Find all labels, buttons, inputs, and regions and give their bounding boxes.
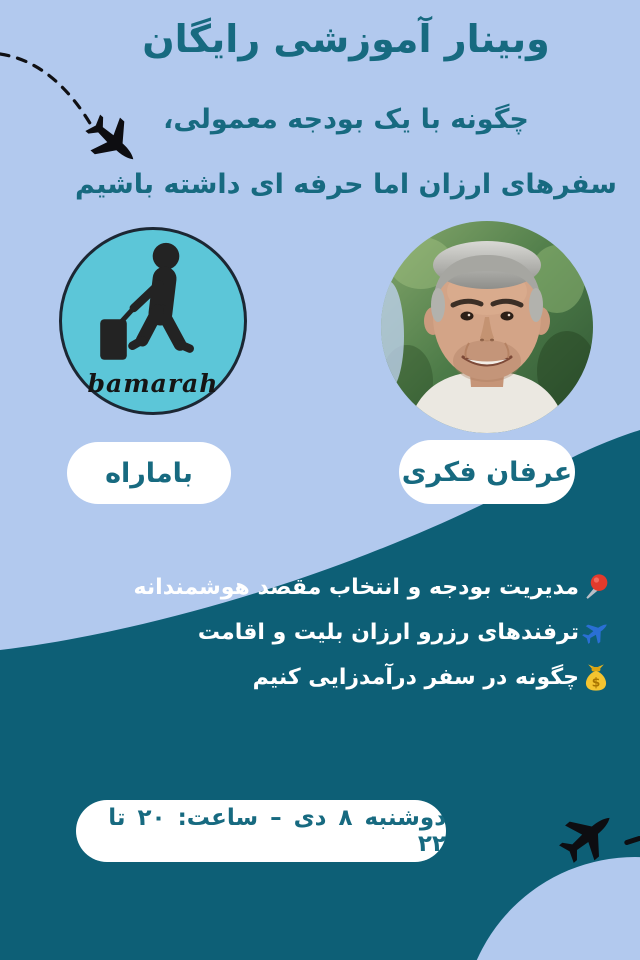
- subtitle-line-1: چگونه با یک بودجه معمولی،: [163, 104, 529, 135]
- schedule-pill: [76, 800, 446, 862]
- header: [26, 10, 640, 205]
- schedule-text: دوشنبه ۸ دی – ساعت: ۲۰ تا ۲۲: [108, 805, 446, 857]
- page-title: وبینار آموزشی رایگان: [142, 17, 550, 61]
- speaker-name-pill: [399, 440, 575, 504]
- topic-row-budget: [134, 570, 610, 604]
- topic-text: ترفندهای رزرو ارزان بلیت و اقامت: [197, 619, 579, 645]
- brand-name-pill: [67, 442, 231, 504]
- topic-text: مدیریت بودجه و انتخاب مقصد هوشمندانه: [133, 574, 579, 600]
- brand-name-label: باماراه: [105, 457, 193, 489]
- topic-row-income: [134, 660, 610, 694]
- topic-row-booking: [134, 615, 610, 649]
- brand-logo: [59, 227, 247, 415]
- topic-text: چگونه در سفر درآمدزایی کنیم: [252, 664, 579, 690]
- speaker-portrait-illustration: [381, 221, 593, 433]
- speaker-photo: [381, 221, 593, 433]
- subtitle-line-2: سفرهای ارزان اما حرفه ای داشته باشیم: [75, 169, 617, 200]
- svg-text:$: $: [591, 675, 601, 690]
- traveler-silhouette-icon: [82, 238, 222, 378]
- airplane-icon: [577, 613, 616, 652]
- brand-wordmark: bamarah: [87, 369, 219, 398]
- speaker-name-label: عرفان فکری: [401, 456, 573, 488]
- topics-list: [134, 570, 610, 705]
- money-bag-icon: [582, 663, 610, 691]
- pushpin-icon: [582, 573, 610, 601]
